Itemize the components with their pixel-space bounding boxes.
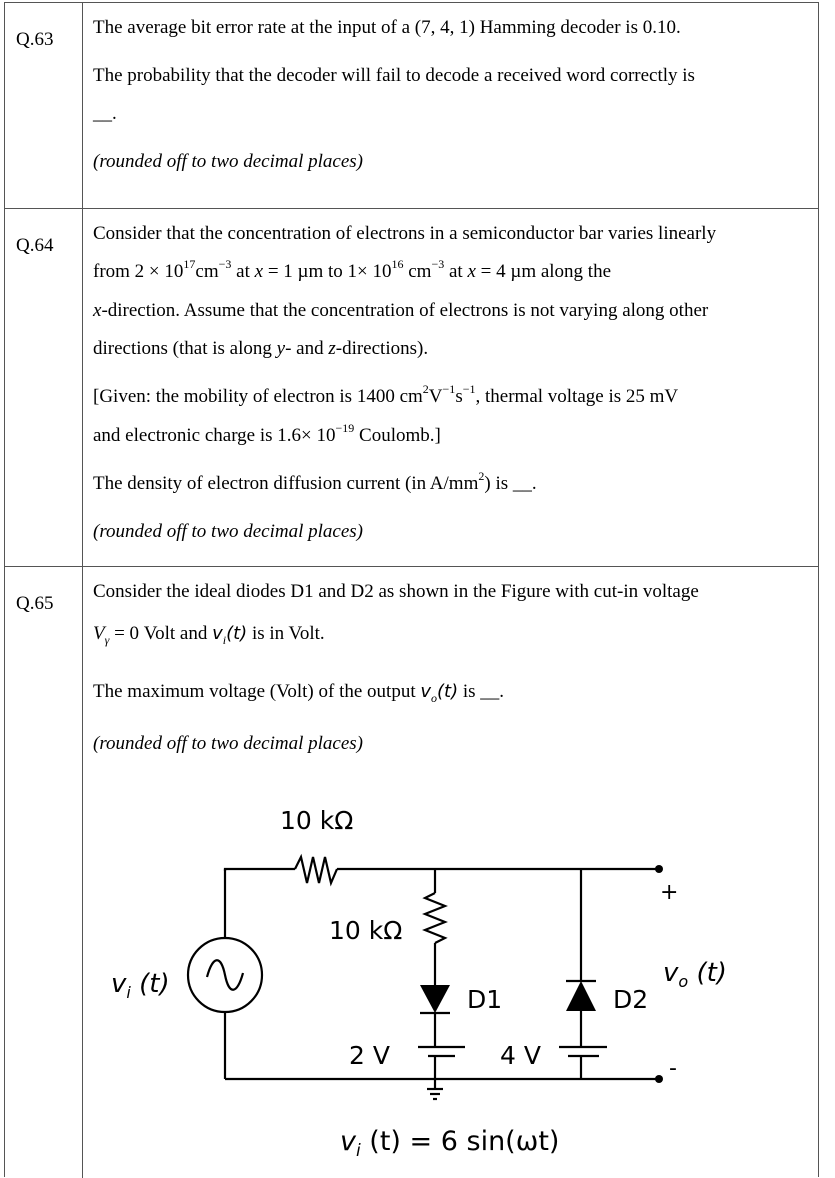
source-equation: $v_i$ (t) = 6 sin(ωt): [340, 1126, 560, 1161]
d2-label: D2: [613, 985, 649, 1014]
rounding-note: (rounded off to two decimal places): [93, 733, 363, 754]
rounding-note: (rounded off to two decimal places): [93, 151, 363, 172]
question-number-cell: [5, 209, 83, 566]
question-row-64: [5, 209, 818, 567]
d1-label: D1: [467, 985, 503, 1014]
resistor-r1: [295, 857, 337, 883]
question-page: [4, 2, 819, 1177]
question-text-line: Consider that the concentration of electrons in a semiconductor bar varies linearly: [93, 223, 717, 244]
answer-blank: __.: [93, 103, 117, 124]
top-left-wire: [225, 869, 295, 871]
question-text-line: $V_\gamma = 0$ Volt and $v_i(t)$ is in Volt.: [93, 623, 325, 647]
given-data: [Given: the mobility of electron is 1400 $cm^2V^{-1}s^{-1}$, thermal voltage is 25 mV: [93, 381, 679, 407]
output-terminal-plus: [655, 865, 663, 873]
question-row-63: [5, 3, 818, 209]
circuit-diagram: [85, 567, 785, 1178]
battery-2v-label: 2 V: [349, 1041, 390, 1070]
question-text-line: The average bit error rate at the input of a (7, 4, 1) Hamming decoder is 0.10.: [93, 17, 681, 38]
question-text-line: from $2 \times 10^{17}cm^{-3}$ at x = 1 µm to $1\times 10^{16}$ $cm^{-3}$ at x = 4 µm along the: [93, 256, 612, 282]
r1-label: 10 kΩ: [280, 806, 354, 835]
sine-wave-icon: [207, 960, 243, 990]
question-text-line: directions (that is along y- and z-directions).: [93, 338, 429, 359]
plus-label: +: [660, 880, 679, 905]
resistor-r2: [425, 893, 445, 943]
output-voltage-label: $v_o$ (t): [663, 958, 727, 991]
question-row-65: [5, 567, 818, 1178]
source-voltage-label: $v_i$ (t): [111, 969, 170, 1002]
question-text-line: The maximum voltage (Volt) of the output $v_o(t)$ is __.: [93, 681, 505, 705]
question-text-line: The probability that the decoder will fail to decode a received word correctly is: [93, 65, 695, 86]
diode-d1: [420, 985, 450, 1013]
question-number-cell: [5, 3, 83, 208]
battery-4v-label: 4 V: [500, 1041, 541, 1070]
diode-d2: [566, 981, 596, 1011]
question-table: [4, 2, 819, 1177]
question-number: Q.63: [16, 29, 54, 50]
rounding-note: (rounded off to two decimal places): [93, 521, 363, 542]
question-number: Q.65: [16, 593, 54, 614]
minus-label: -: [669, 1056, 677, 1081]
r2-label: 10 kΩ: [329, 916, 403, 945]
question-number: Q.64: [16, 235, 54, 256]
question-text-line: The density of electron diffusion current (in $A/mm^2$) is __.: [93, 468, 537, 494]
output-terminal-minus: [655, 1075, 663, 1083]
question-number-cell: [5, 567, 83, 1178]
question-text-line: x-direction. Assume that the concentration of electrons is not varying along other: [93, 300, 709, 321]
given-data: and electronic charge is $1.6\times 10^{-19}$ Coulomb.]: [93, 420, 441, 446]
question-text-line: Consider the ideal diodes D1 and D2 as shown in the Figure with cut-in voltage: [93, 581, 699, 602]
